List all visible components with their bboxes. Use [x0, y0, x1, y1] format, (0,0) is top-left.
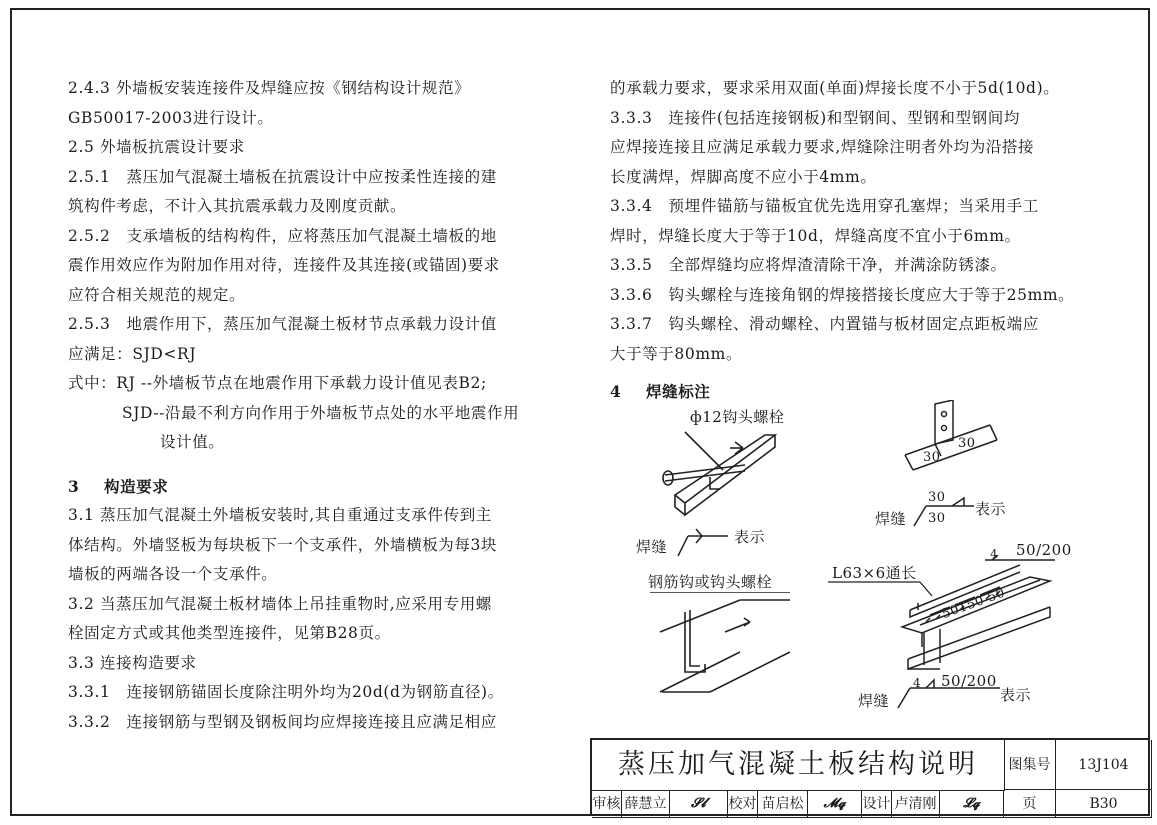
clause-2-5-3: 2.5.3 地震作用下，蒸压加气混凝土板材节点承载力设计值	[68, 315, 497, 333]
clause-3-3-4-cont: 焊时，焊缝长度大于等于10d，焊缝高度不宜小于6mm。	[610, 226, 1021, 245]
represent-label-1: 表示	[734, 528, 766, 546]
clause-3-3-7: 3.3.7 钩头螺栓、滑动螺栓、内置锚与板材固定点距板端应	[610, 315, 1039, 333]
clause-2-4-3-cont: GB50017-2003进行设计。	[68, 108, 274, 127]
plate-dim-2: 30	[958, 436, 976, 451]
left-text-column	[68, 74, 568, 737]
weld-label-2: 焊缝	[875, 510, 907, 528]
clause-2-5-2-cont2: 应符合相关规范的规定。	[68, 285, 246, 304]
section-3-3-heading: 3.3 连接构造要求	[68, 653, 197, 672]
angle-steel-label: L63×6通长	[832, 564, 917, 582]
weld-spec-bot-size: 4	[913, 676, 922, 690]
check-label: 校对	[728, 790, 758, 818]
weld-spec-bot: 50/200	[941, 672, 997, 690]
clause-3-3-4: 3.3.4 预埋件锚筋与锚板宜优先选用穿孔塞焊；当采用手工	[610, 197, 1039, 215]
represent-label-2: 表示	[975, 500, 1007, 518]
clause-3-3-1: 3.3.1 连接钢筋锚固长度除注明外均为20d(d为钢筋直径)。	[68, 683, 504, 701]
clause-2-5-2: 2.5.2 支承墙板的结构构件，应将蒸压加气混凝土墙板的地	[68, 226, 497, 245]
reviewer-signature: 𝓢𝓵	[670, 790, 728, 818]
design-label: 设计	[862, 790, 892, 818]
clause-2-5-2-cont: 震作用效应作为附加作用对待，连接件及其连接(或锚固)要求	[68, 256, 500, 274]
section-4-title: 焊缝标注	[646, 382, 711, 401]
fillet-top: 30	[928, 490, 946, 505]
checker-signature: 𝓜𝓺	[808, 790, 862, 818]
atlas-number: 13J104	[1056, 740, 1152, 790]
clause-3-1-cont: 体结构。外墙竖板为每块板下一个支承件，外墙横板为每3块	[68, 535, 498, 554]
clause-3-3-3-cont2: 长度满焊，焊脚高度不应小于4mm。	[610, 167, 877, 186]
clause-3-2: 3.2 当蒸压加气混凝土板材墙体上吊挂重物时,应采用专用螺	[68, 594, 492, 613]
page-label: 页	[1004, 790, 1056, 818]
weld-spec-top: 50/200	[1016, 541, 1072, 559]
clause-3-3-5: 3.3.5 全部焊缝均应将焊渣清除干净，并满涂防锈漆。	[610, 256, 1007, 274]
section-3-title: 构造要求	[104, 476, 169, 496]
right-text-column	[610, 74, 1130, 407]
clause-2-5-1: 2.5.1 蒸压加气混凝土墙板在抗震设计中应按柔性连接的建	[68, 167, 497, 186]
clause-3-3-3-cont: 应焊接连接且应满足承载力要求,焊缝除注明者外均为沿搭接	[610, 138, 1035, 156]
fillet-bottom: 30	[928, 511, 946, 526]
weld-spec-top-size: 4	[990, 547, 999, 561]
review-label: 审核	[592, 790, 622, 818]
rebar-hook-diagram	[650, 592, 810, 712]
clause-3-2-cont: 栓固定方式或其他类型连接件，见第B28页。	[68, 624, 391, 642]
plate-dim-1: 30	[923, 450, 941, 465]
clause-3-3-3: 3.3.3 连接件(包括连接钢板)和型钢间、型钢和型钢间均	[610, 108, 1020, 127]
section-2-5-heading: 2.5 外墙板抗震设计要求	[68, 138, 245, 156]
formula-where-sjd-cont: 设计值。	[160, 433, 225, 451]
clause-2-4-3: 2.4.3 外墙板安装连接件及焊缝应按《钢结构设计规范》	[68, 79, 471, 97]
clause-2-5-1-cont: 筑构件考虑，不计入其抗震承载力及刚度贡献。	[68, 197, 407, 215]
dimension-sequence: 50150 50	[940, 585, 1008, 623]
clause-3-1-cont2: 墙板的两端各设一个支承件。	[68, 565, 278, 583]
clause-2-5-3-cont: 应满足：SJD<RJ	[68, 344, 197, 363]
hook-bolt-label: ф12钩头螺栓	[690, 408, 785, 426]
reviewer-name: 薛慧立	[622, 790, 670, 818]
represent-label-3: 表示	[1000, 686, 1032, 704]
drawing-title: 蒸压加气混凝土板结构说明	[592, 740, 1005, 791]
formula-where-sjd: SJD--沿最不利方向作用于外墙板节点处的水平地震作用	[122, 403, 520, 422]
section-4-heading	[610, 377, 1130, 407]
clause-3-3-2-cont: 的承载力要求，要求采用双面(单面)焊接长度不小于5d(10d)。	[610, 79, 1060, 97]
checker-name: 苗启松	[758, 790, 808, 818]
atlas-number-label: 图集号	[1004, 740, 1056, 790]
clause-3-3-7-cont: 大于等于80mm。	[610, 344, 743, 363]
weld-label-1: 焊缝	[636, 538, 668, 556]
weld-symbol-1	[674, 524, 734, 560]
angle-beam-diagram	[900, 555, 1070, 685]
designer-name: 卢清刚	[892, 790, 940, 818]
weld-label-3: 焊缝	[858, 692, 890, 710]
section-3-heading	[68, 472, 568, 502]
clause-3-1: 3.1 蒸压加气混凝土外墙板安装时,其自重通过支承件传到主	[68, 506, 492, 524]
clause-3-3-6: 3.3.6 钩头螺栓与连接角钢的焊接搭接长度应大于等于25mm。	[610, 285, 1075, 304]
designer-signature: 𝓛𝓺	[940, 790, 1004, 818]
formula-where: 式中：RJ --外墙板节点在地震作用下承载力设计值见表B2;	[68, 374, 487, 392]
weld-symbol-2	[912, 490, 982, 530]
page-number: B30	[1056, 790, 1152, 818]
rebar-hook-label: 钢筋钩或钩头螺栓	[648, 573, 773, 591]
plate-weld-diagram	[895, 400, 1005, 480]
section-4-number: 4	[610, 382, 622, 401]
title-block	[590, 738, 1150, 816]
clause-3-3-2: 3.3.2 连接钢筋与型钢及钢板间均应焊接连接且应满足相应	[68, 712, 497, 731]
section-3-number: 3	[68, 476, 80, 496]
